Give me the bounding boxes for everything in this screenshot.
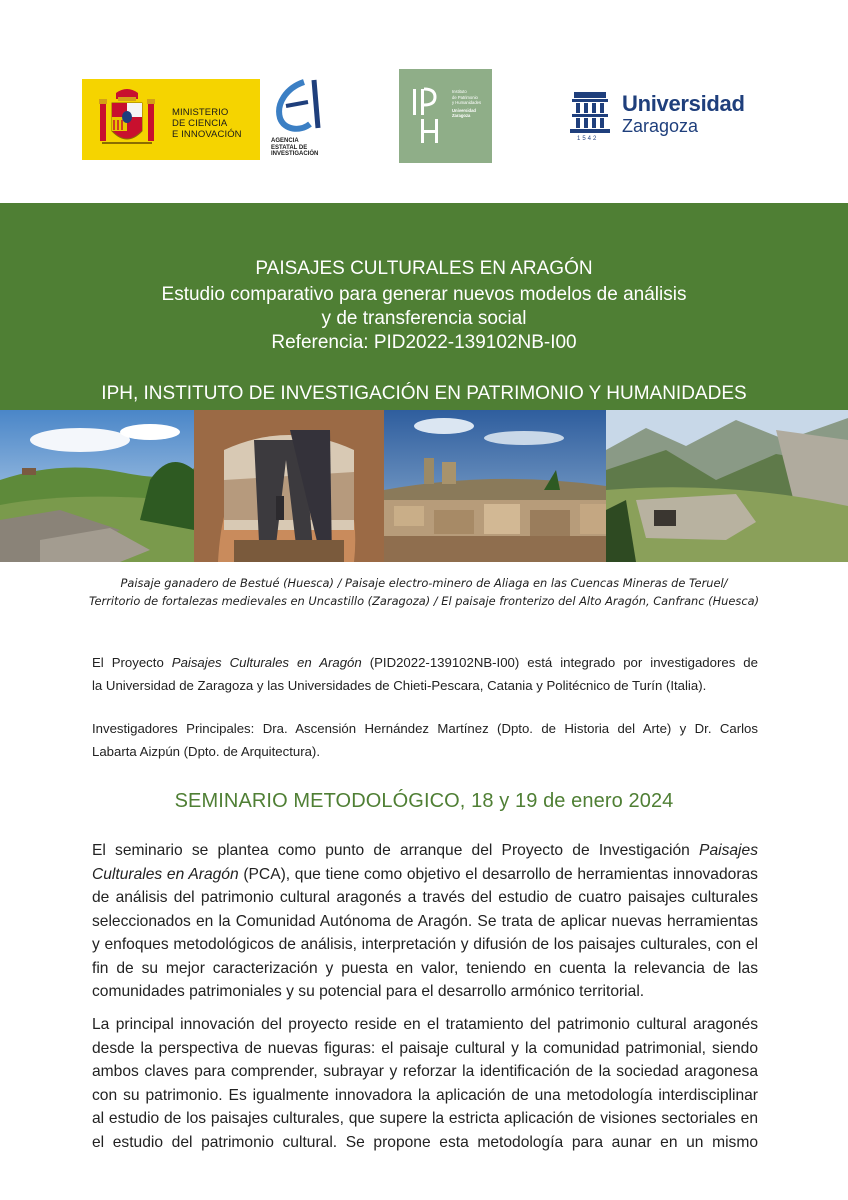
aei-logo	[266, 78, 328, 166]
project-intro-paragraph: El Proyecto Paisajes Culturales en Aragón (PID2022-139102NB-I00) está integrado por investigadores de la Universidad de Zaragoza y las Universidades de Chieti-Pescara, Catania y Politécnico de Turín (Italia).	[92, 655, 758, 693]
university-year: 1542	[577, 136, 599, 142]
seminar-description-paragraph: El seminario se plantea como punto de arranque del Proyecto de Investigación Paisajes Culturales en Aragón (PCA), que tiene como objetivo el desarrollo de herramientas innovadoras de análisis del patrimonio cultural aragonés a través del estudio de cuatro paisajes culturales seleccionados en la Comunidad Autónoma de Aragón. Se trata de aplicar nuevas herramientas y enfoques metodológicos de análisis, interpretación y difusión de los paisajes culturales, con el fin de su mejor caracterización y puesta en valor, teniendo en cuenta la relevancia de las comunidades patrimoniales y su potencial para el desarrollo armónico territorial.	[92, 842, 758, 1000]
photo-caption: Paisaje ganadero de Bestué (Huesca) / Paisaje electro-minero de Aliaga en las Cuencas Mineras de Teruel/ Territorio de fortalezas medievales en Uncastillo (Zaragoza) / El paisaje fronterizo del Alto Aragón, Canfranc (Huesca)	[88, 576, 760, 608]
project-title: PAISAJES CULTURALES EN ARAGÓN	[255, 258, 593, 279]
project-banner	[0, 203, 848, 410]
seminar-title: SEMINARIO METODOLÓGICO, 18 y 19 de enero 2024	[174, 790, 674, 812]
university-name: Universidad	[622, 91, 745, 116]
institute-name: IPH, INSTITUTO DE INVESTIGACIÓN EN PATRIMONIO Y HUMANIDADES	[101, 383, 747, 404]
photo-canfranc	[606, 410, 848, 562]
spain-coat-of-arms-icon	[98, 85, 156, 153]
logos-row	[0, 68, 848, 168]
photo-uncastillo	[384, 410, 606, 562]
iph-small-text: Instituto de Patrimonio y Humanidades Universidad Zaragoza	[452, 89, 482, 118]
iph-monogram	[411, 87, 451, 153]
university-city: Zaragoza	[622, 116, 699, 136]
university-building-icon	[570, 90, 610, 136]
aei-emblem-icon	[266, 78, 328, 138]
ministry-name: MINISTERIO DE CIENCIA E INNOVACIÓN	[172, 107, 242, 140]
iph-letters-icon	[411, 87, 451, 147]
principal-investigators-paragraph: Investigadores Principales: Dra. Ascensión Hernández Martínez (Dpto. de Historia del Arte) y Dr. Carlos Labarta Aizpún (Dpto. de Arquitectura).	[92, 721, 758, 759]
photo-bestue	[0, 410, 194, 562]
project-subtitle-line1: Estudio comparativo para generar nuevos modelos de análisis	[161, 284, 687, 305]
ministry-logo	[82, 79, 260, 160]
photo-strip	[0, 410, 848, 562]
iph-logo	[399, 69, 492, 163]
innovation-paragraph: La principal innovación del proyecto reside en el tratamiento del patrimonio cultural aragonés desde la perspectiva de nuevas figuras: el paisaje cultural y la comunidad patrimonial, siendo ambos claves para comprender, subrayar y reforzar la identificación de la sociedad aragonesa con su patrimonio. Es igualmente innovadora la aplicación de una metodología interdisciplinar al estudio de los paisajes culturales, que supere la estricta aplicación de visiones sectoriales en el estudio del patrimonio cultural. Se propone esta metodología para aunar en un mismo	[92, 1016, 758, 1151]
photo-aliaga	[194, 410, 384, 562]
project-subtitle-line2: y de transferencia social	[321, 308, 527, 329]
aei-name: AGENCIA ESTATAL DE INVESTIGACIÓN	[271, 138, 319, 157]
university-logo	[570, 90, 760, 150]
project-reference: Referencia: PID2022-139102NB-I00	[271, 332, 577, 353]
